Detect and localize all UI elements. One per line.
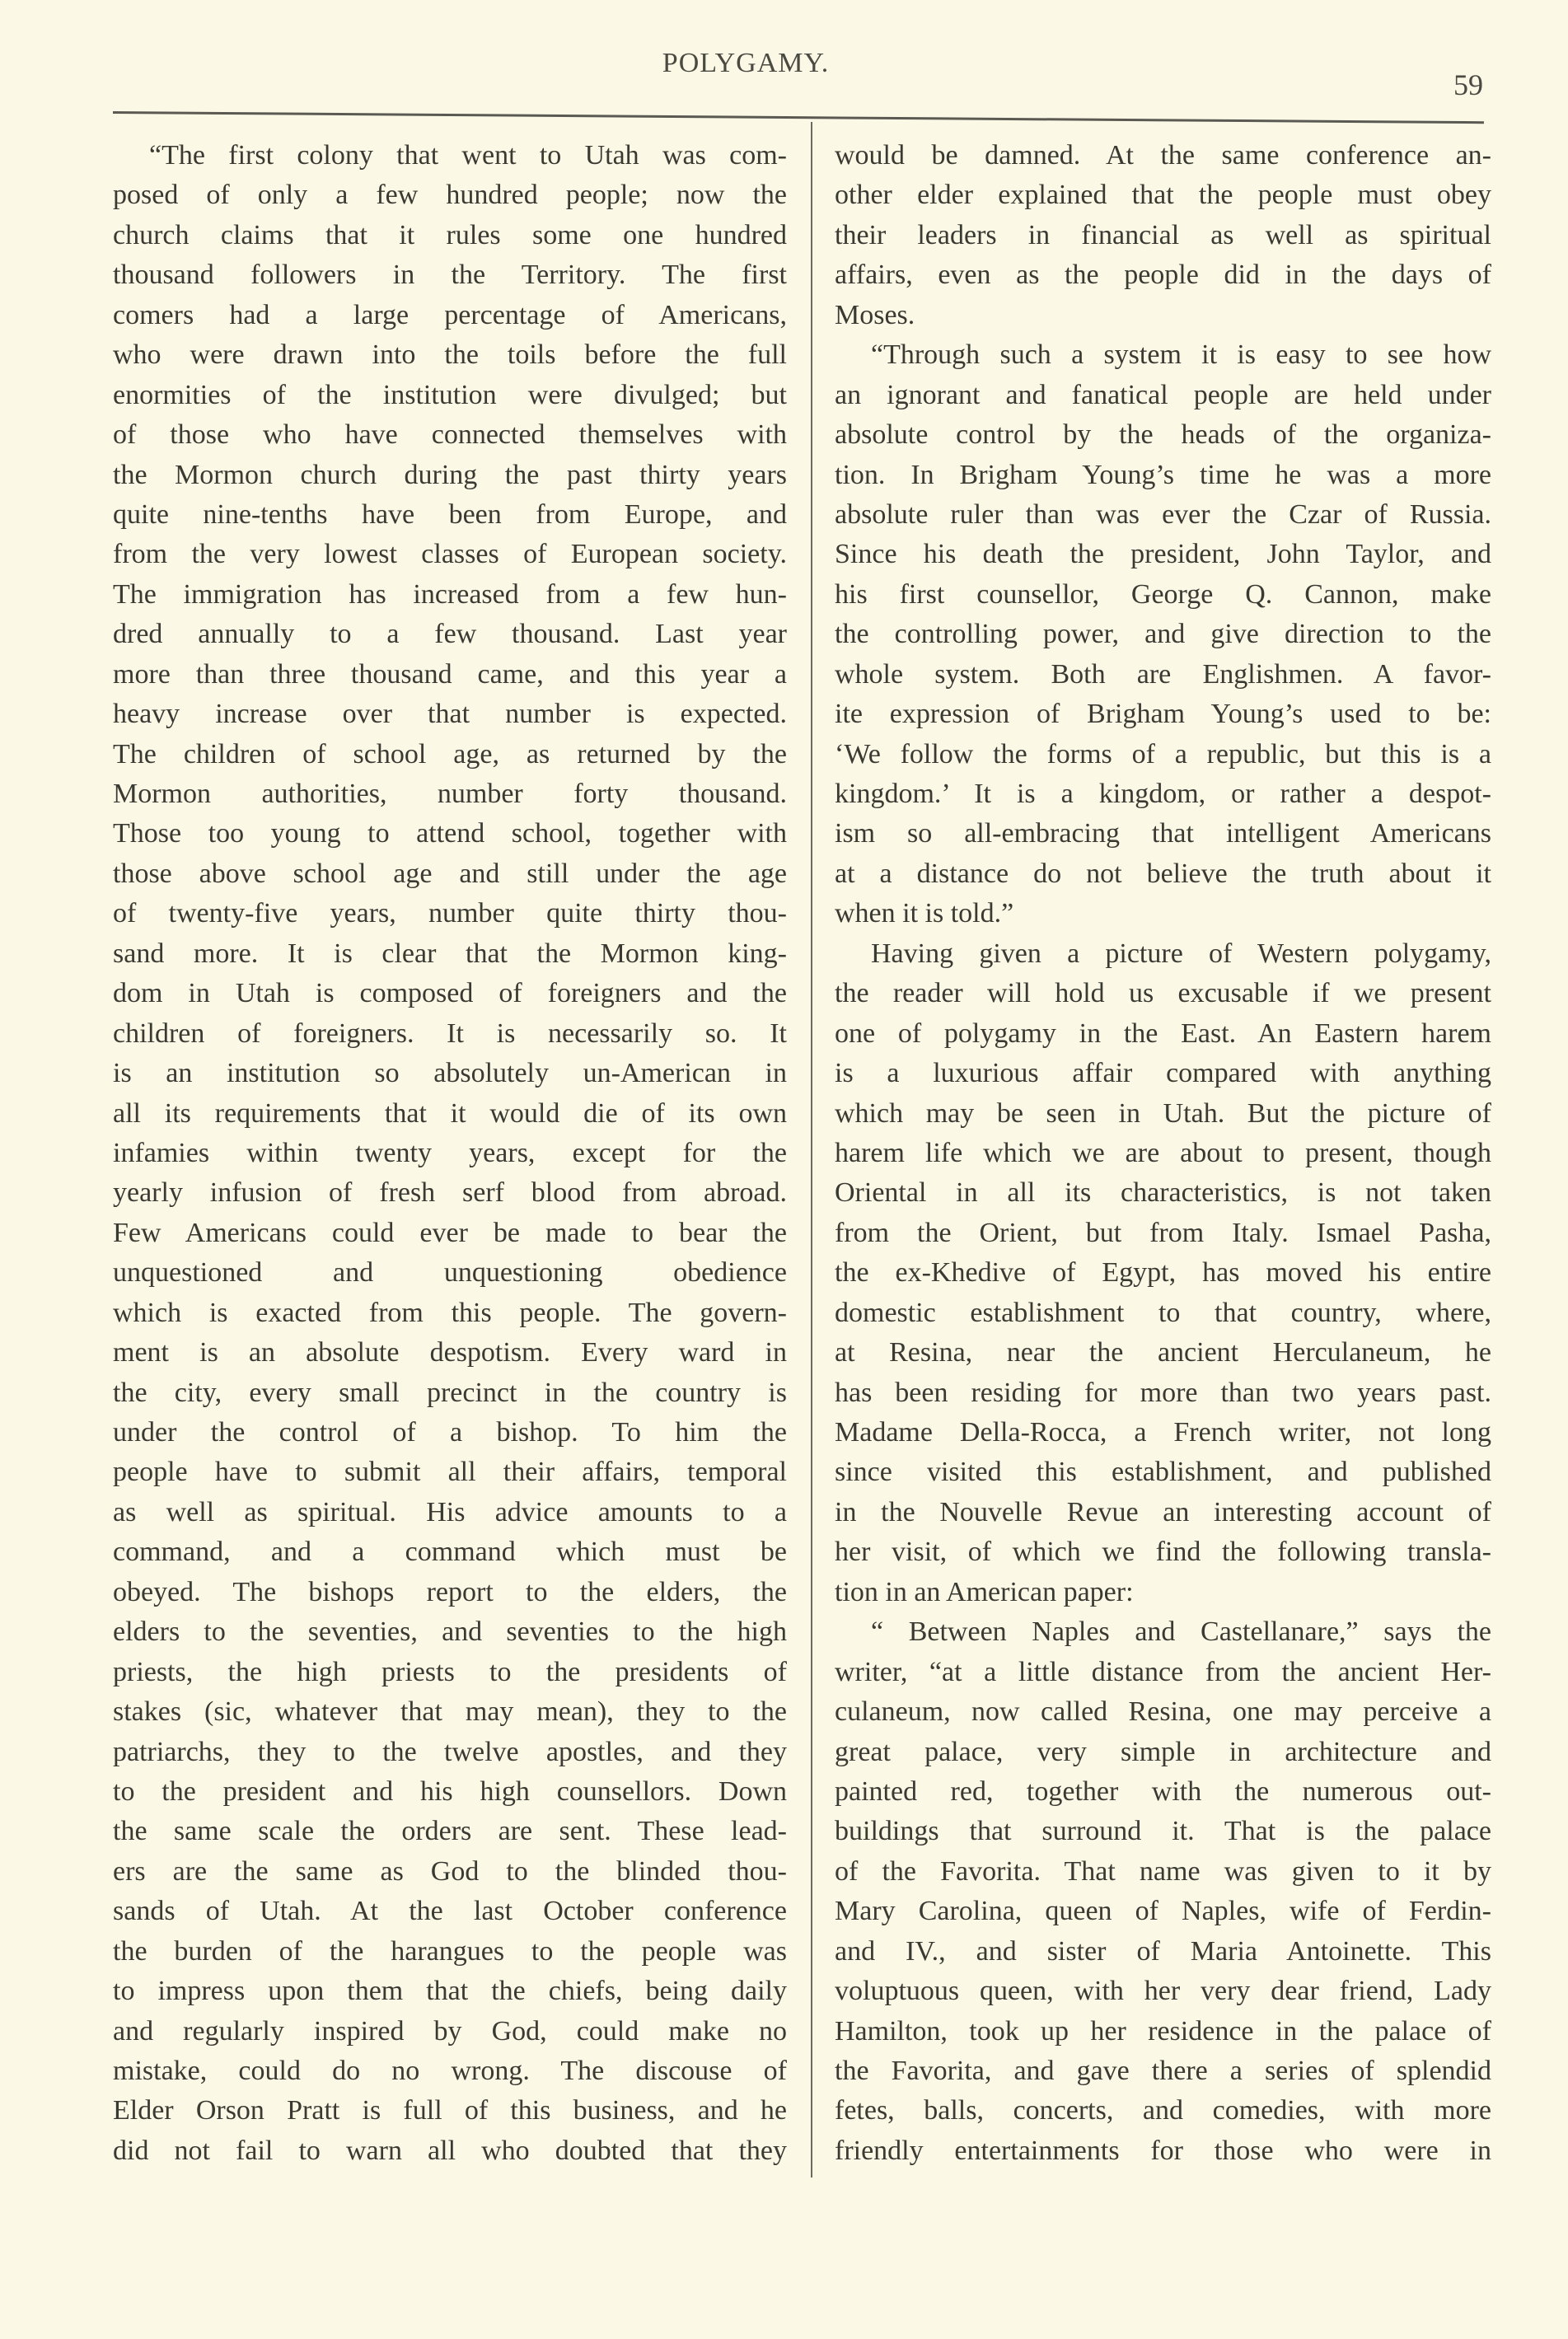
text-line (835, 854, 1491, 894)
text-line-content: as well as spiritual. His advice amounts to a (113, 1496, 787, 1527)
text-line (835, 1972, 1491, 2011)
text-line (113, 814, 787, 854)
column-divider (811, 122, 812, 2178)
text-line (835, 1852, 1491, 1892)
text-line-content: quite nine-tenths have been from Europe, and (113, 498, 787, 530)
text-line-content: whole system. Both are Englishmen. A favor- (835, 658, 1491, 690)
text-line-content: thousand followers in the Territory. The first (113, 260, 787, 291)
text-line (113, 1293, 787, 1333)
text-line (113, 1612, 787, 1652)
text-line (835, 1014, 1491, 1054)
text-line (835, 456, 1491, 495)
text-line-content: did not fail to warn all who doubted that they (113, 2135, 787, 2166)
text-line-content: friendly entertainments for those who were in (835, 2135, 1491, 2166)
text-line-content: his first counsellor, George Q. Cannon, make (835, 578, 1491, 610)
text-line (113, 1772, 787, 1812)
text-line (835, 1573, 1491, 1612)
text-line-content: from the very lowest classes of European society. (113, 539, 787, 570)
text-line-content: “Through such a system it is easy to see how (871, 339, 1491, 371)
text-line (113, 1573, 787, 1612)
text-line-content: Those too young to attend school, together with (113, 818, 787, 849)
text-line-content: since visited this establishment, and published (835, 1457, 1491, 1488)
text-line-content: ite expression of Brigham Young’s used to be: (835, 699, 1491, 730)
text-line-content: her visit, of which we find the following transla- (835, 1537, 1491, 1568)
text-line (835, 2012, 1491, 2051)
text-line (113, 1094, 787, 1134)
text-line (835, 615, 1491, 654)
text-line (113, 1054, 787, 1093)
text-line-content: Madame Della-Rocca, a French writer, not long (835, 1417, 1491, 1448)
text-line (113, 774, 787, 814)
text-line (835, 415, 1491, 455)
text-line (113, 695, 787, 734)
text-line (835, 1733, 1491, 1772)
text-line-content: painted red, together with the numerous out- (835, 1775, 1491, 1807)
text-line-content: stakes (sic, whatever that may mean), they to the (113, 1696, 787, 1728)
text-line-content: the burden of the harangues to the people was (113, 1935, 787, 1967)
text-line (113, 1214, 787, 1253)
text-line (113, 2012, 787, 2051)
text-line-content: at a distance do not believe the truth about it (835, 858, 1491, 889)
text-line-content: which is exacted from this people. The govern- (113, 1297, 787, 1328)
text-line-content: ers are the same as God to the blinded thou- (113, 1855, 787, 1887)
text-line (835, 1493, 1491, 1532)
text-line-content: which may be seen in Utah. But the picture of (835, 1097, 1491, 1129)
text-line (835, 1692, 1491, 1732)
text-line (835, 1293, 1491, 1333)
text-line-content: of twenty-five years, number quite thirty thou- (113, 898, 787, 929)
text-line-content: command, and a command which must be (113, 1537, 787, 1568)
text-line-content: culaneum, now called Resina, one may perceive a (835, 1696, 1491, 1728)
text-line (835, 1054, 1491, 1093)
text-line-content: Oriental in all its characteristics, is not taken (835, 1177, 1491, 1209)
text-line-content: sands of Utah. At the last October conference (113, 1896, 787, 1927)
text-line-content: when it is told.” (835, 898, 1014, 929)
text-line (835, 1453, 1491, 1492)
text-line (113, 335, 787, 375)
text-line-content: posed of only a few hundred people; now the (113, 180, 787, 211)
text-line (113, 2131, 787, 2171)
text-line (835, 575, 1491, 615)
text-line (113, 1892, 787, 1931)
right-column (835, 136, 1491, 2171)
text-line (113, 535, 787, 574)
text-line-content: voluptuous queen, with her very dear friend, Lady (835, 1976, 1491, 2007)
text-line (835, 1173, 1491, 1213)
text-line-content: Having given a picture of Western polygamy, (871, 938, 1491, 969)
text-line-content: to the president and his high counsellors. Down (113, 1775, 787, 1807)
text-line (113, 255, 787, 295)
text-line-content: enormities of the institution were divulged; but (113, 379, 787, 410)
text-line-content: affairs, even as the people did in the days of (835, 260, 1491, 291)
text-line (113, 1653, 787, 1692)
text-line-content: kingdom.’ It is a kingdom, or rather a despot- (835, 779, 1491, 809)
text-line (835, 2091, 1491, 2131)
text-line (835, 495, 1491, 535)
text-line-content: tion in an American paper: (835, 1576, 1134, 1607)
text-line (113, 136, 787, 175)
text-line (835, 1413, 1491, 1453)
text-line-content: their leaders in financial as well as spiritual (835, 219, 1491, 250)
text-line (113, 296, 787, 335)
text-line-content: is an institution so absolutely un-American in (113, 1058, 787, 1089)
text-line-content: great palace, very simple in architecture and (835, 1736, 1491, 1767)
text-line-content: all its requirements that it would die of its own (113, 1097, 787, 1129)
text-line-content: Since his death the president, John Taylor, and (835, 539, 1491, 570)
text-line-content: the Mormon church during the past thirty years (113, 459, 787, 490)
text-line-content: the ex-Khedive of Egypt, has moved his entire (835, 1257, 1491, 1289)
text-line (835, 1653, 1491, 1692)
text-line-content: Few Americans could ever be made to bear the (113, 1217, 787, 1248)
text-line (113, 1932, 787, 1972)
text-line (113, 376, 787, 415)
text-line (835, 735, 1491, 774)
text-line-content: children of foreigners. It is necessarily so. It (113, 1017, 787, 1049)
text-line (835, 2131, 1491, 2171)
text-line-content: writer, “at a little distance from the ancient Her- (835, 1656, 1491, 1687)
text-line (835, 216, 1491, 255)
text-line (835, 1094, 1491, 1134)
text-line (835, 2051, 1491, 2091)
text-line-content: infamies within twenty years, except for the (113, 1137, 787, 1168)
text-line-content: Moses. (835, 299, 915, 330)
text-line-content: of the Favorita. That name was given to it by (835, 1855, 1491, 1887)
text-line-content: domestic establishment to that country, where, (835, 1297, 1491, 1328)
text-line-content: obeyed. The bishops report to the elders, the (113, 1576, 787, 1607)
text-line-content: the reader will hold us excusable if we present (835, 978, 1491, 1009)
text-line (835, 934, 1491, 974)
text-line-content: and regularly inspired by God, could make no (113, 2015, 787, 2047)
text-line (835, 296, 1491, 335)
text-line-content: priests, the high priests to the presidents of (113, 1656, 787, 1687)
text-line-content: absolute ruler than was ever the Czar of Russia. (835, 498, 1491, 530)
text-line-content: ment is an absolute despotism. Every ward in (113, 1337, 787, 1368)
text-line (835, 1812, 1491, 1851)
text-line-content: mistake, could do no wrong. The discouse of (113, 2056, 787, 2086)
text-line (113, 1972, 787, 2011)
text-line (113, 1134, 787, 1173)
text-line (835, 695, 1491, 734)
text-line (113, 2091, 787, 2131)
text-line (835, 1772, 1491, 1812)
text-line-content: sand more. It is clear that the Mormon king- (113, 938, 787, 969)
text-line (835, 814, 1491, 854)
text-line-content: ism so all-embracing that intelligent Americans (835, 818, 1491, 849)
text-line-content: the controlling power, and give direction to the (835, 619, 1491, 650)
text-line-content: dom in Utah is composed of foreigners and the (113, 978, 787, 1009)
text-line (113, 1532, 787, 1572)
text-line (113, 575, 787, 615)
text-line (113, 1173, 787, 1213)
text-line-content: who were drawn into the toils before the full (113, 339, 787, 371)
text-line (835, 1214, 1491, 1253)
text-line (835, 655, 1491, 695)
text-line-content: absolute control by the heads of the organiza- (835, 419, 1491, 451)
text-line-content: patriarchs, they to the twelve apostles, and they (113, 1736, 787, 1767)
text-line (835, 1892, 1491, 1931)
text-line (113, 1692, 787, 1732)
text-line-content: at Resina, near the ancient Herculaneum, he (835, 1337, 1491, 1368)
text-line (113, 735, 787, 774)
text-line (113, 1812, 787, 1851)
text-line-content: to impress upon them that the chiefs, being daily (113, 1976, 787, 2007)
text-line-content: and IV., and sister of Maria Antoinette. This (835, 1935, 1491, 1967)
text-line (113, 854, 787, 894)
text-line (113, 415, 787, 455)
text-line (113, 615, 787, 654)
text-line (835, 1333, 1491, 1373)
text-line-content: the city, every small precinct in the country is (113, 1377, 787, 1408)
text-line (835, 1932, 1491, 1972)
text-line (835, 1612, 1491, 1652)
text-line (113, 216, 787, 255)
text-line-content: Mormon authorities, number forty thousand. (113, 779, 787, 809)
text-line-content: Hamilton, took up her residence in the palace of (835, 2015, 1491, 2047)
text-line (113, 1493, 787, 1532)
text-line-content: ‘We follow the forms of a republic, but this is a (835, 738, 1491, 770)
text-line-content: has been residing for more than two years past. (835, 1377, 1491, 1408)
text-line-content: fetes, balls, concerts, and comedies, with more (835, 2095, 1491, 2126)
text-line-content: The children of school age, as returned by the (113, 738, 787, 770)
text-line (113, 655, 787, 695)
text-line (113, 495, 787, 535)
text-line (113, 456, 787, 495)
text-line-content: from the Orient, but from Italy. Ismael Pasha, (835, 1217, 1491, 1248)
text-line (113, 1333, 787, 1373)
text-line (835, 774, 1491, 814)
text-line-content: Elder Orson Pratt is full of this business, and he (113, 2095, 787, 2126)
text-line-content: tion. In Brigham Young’s time he was a more (835, 459, 1491, 490)
text-line-content: dred annually to a few thousand. Last year (113, 619, 787, 650)
text-line-content: church claims that it rules some one hundred (113, 219, 787, 250)
text-line (835, 1134, 1491, 1173)
text-line (835, 1373, 1491, 1413)
text-line (113, 2051, 787, 2091)
header-rule (113, 111, 1484, 124)
text-line (835, 974, 1491, 1013)
text-line (113, 175, 787, 215)
text-line-content: “The first colony that went to Utah was com- (149, 140, 787, 171)
text-line-content: harem life which we are about to present, though (835, 1137, 1491, 1168)
text-line (835, 535, 1491, 574)
text-line-content: The immigration has increased from a few hun- (113, 578, 787, 610)
left-column (113, 136, 787, 2171)
text-line (113, 894, 787, 933)
text-line-content: under the control of a bishop. To him the (113, 1417, 787, 1448)
text-line-content: more than three thousand came, and this year a (113, 658, 787, 690)
text-line (113, 1253, 787, 1293)
text-line-content: “ Between Naples and Castellanare,” says the (871, 1616, 1491, 1648)
text-line (835, 1532, 1491, 1572)
text-line (835, 1253, 1491, 1293)
text-line-content: an ignorant and fanatical people are held under (835, 379, 1491, 410)
text-line-content: buildings that surround it. That is the palace (835, 1816, 1491, 1847)
text-line-content: people have to submit all their affairs, temporal (113, 1457, 787, 1488)
running-head-title: POLYGAMY. (662, 48, 830, 78)
text-line (835, 175, 1491, 215)
text-line (113, 1014, 787, 1054)
text-line-content: elders to the seventies, and seventies to the high (113, 1616, 787, 1648)
text-line (113, 1373, 787, 1413)
text-line-content: unquestioned and unquestioning obedience (113, 1257, 787, 1289)
text-line-content: would be damned. At the same conference an- (835, 140, 1491, 171)
page-number: 59 (1453, 68, 1483, 101)
text-line (113, 1453, 787, 1492)
text-line (835, 335, 1491, 375)
text-line (113, 1413, 787, 1453)
text-line-content: the Favorita, and gave there a series of splendid (835, 2056, 1491, 2086)
text-line-content: is a luxurious affair compared with anything (835, 1058, 1491, 1089)
text-line-content: the same scale the orders are sent. These lead- (113, 1816, 787, 1847)
text-line-content: those above school age and still under the age (113, 858, 787, 889)
text-line (835, 376, 1491, 415)
text-line (835, 136, 1491, 175)
text-line (835, 894, 1491, 933)
text-line (835, 255, 1491, 295)
text-line-content: Mary Carolina, queen of Naples, wife of Ferdin- (835, 1896, 1491, 1927)
text-line (113, 934, 787, 974)
text-line-content: other elder explained that the people must obey (835, 180, 1491, 211)
text-line-content: of those who have connected themselves with (113, 419, 787, 451)
text-line-content: yearly infusion of fresh serf blood from abroad. (113, 1177, 787, 1209)
text-line-content: in the Nouvelle Revue an interesting account of (835, 1496, 1491, 1527)
text-line (113, 1852, 787, 1892)
text-line-content: one of polygamy in the East. An Eastern harem (835, 1017, 1491, 1049)
text-line-content: heavy increase over that number is expected. (113, 699, 787, 730)
text-line (113, 1733, 787, 1772)
text-line-content: comers had a large percentage of Americans, (113, 299, 787, 330)
text-line (113, 974, 787, 1013)
